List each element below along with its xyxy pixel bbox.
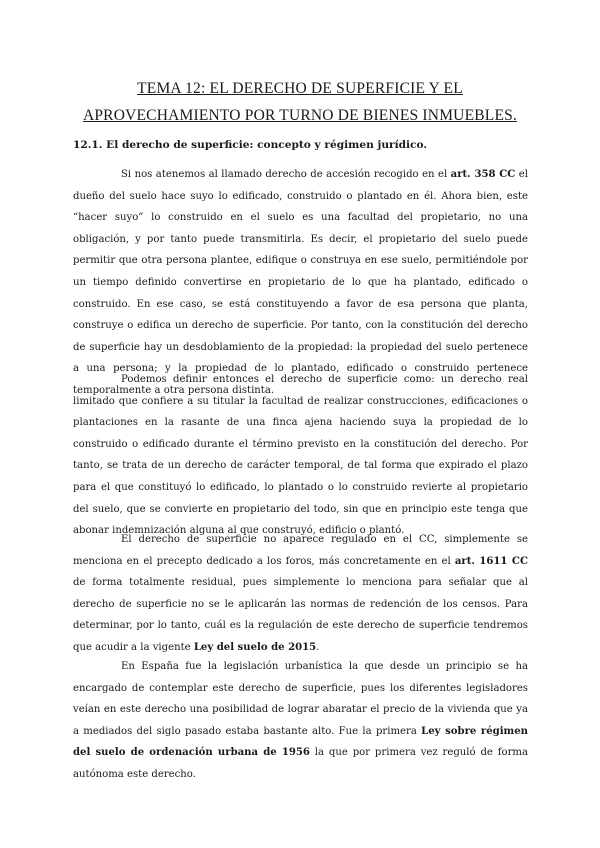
paragraph-3-bold-law: Ley del suelo de 2015 <box>193 641 317 653</box>
document-title-line-1: TEMA 12: EL DERECHO DE SUPERFICIE Y EL <box>137 80 463 97</box>
paragraph-3-text-b: de forma totalmente residual, pues simplemente lo menciona para señalar que al derecho de superficie no se le aplicarán las normas de redención de los censos. Para determinar, por lo tanto, cuál es la regulación de este derecho de superficie tendremos que acudir a la vigente <box>73 577 528 653</box>
paragraph-3-bold-ref: art. 1611 CC <box>454 555 528 567</box>
paragraph-3 <box>73 529 528 659</box>
paragraph-1-bold-ref: art. 358 CC <box>450 169 516 180</box>
paragraph-2-text: Podemos definir entonces el derecho de superficie como: un derecho real limitado que confiere a su titular la facultad de realizar construcciones, edificaciones o plantaciones en la rasante de una finca ajena haciendo suya la propiedad de lo construido o edificado durante el término previsto en la constitución del derecho. Por tanto, se trata de un derecho de carácter temporal, de tal forma que expirado el plazo para el que constituyó lo edificado, lo plantado o lo construido revierte al propietario del suelo, que se convierte en propietario del todo, sin que en principio este tenga que abonar indemnización alguna al que construyó, edificio o plantó. <box>73 374 528 537</box>
paragraph-1-text-a: Si nos atenemos al llamado derecho de accesión recogido en el <box>121 169 451 180</box>
paragraph-4-bold-law: Ley sobre régimen del suelo de ordenación urbana de 1956 <box>73 725 529 759</box>
paragraph-1-text-b: el dueño del suelo hace suyo lo edificado, construido o plantado en él. Ahora bien, este “hacer suyo” lo construido en el suelo es una facultad del propietario, no una obligación, y por tanto puede transmitirla. Es decir, el propietario del suelo puede permitir que otra persona plantee, edifique o construya en ese suelo, permitiéndole por un tiempo definido convertirse en propietario de lo que ha plantado, edificado o construido. En ese caso, se está constituyendo a favor de esa persona que planta, construye o edifica un derecho de superficie. Por tanto, con la constitución del derecho de superficie hay un desdoblamiento de la propiedad: la propiedad del suelo pertenece a una persona; y la propiedad de lo plantado, edificado o construido pertenece temporalmente a otra persona distinta. <box>73 169 528 396</box>
document-title-line-2: APROVECHAMIENTO POR TURNO DE BIENES INMUEBLES. <box>82 107 518 124</box>
section-heading: 12.1. El derecho de superficie: concepto y régimen jurídico. <box>73 139 428 151</box>
paragraph-3-text-a: El derecho de superficie no aparece regulado en el CC, simplemente se menciona en el precepto dedicado a los foros, más concretamente en el <box>73 534 528 567</box>
paragraph-4 <box>73 656 528 786</box>
paragraph-4-text-b: la que por primera vez reguló de forma autónoma este derecho. <box>73 747 528 780</box>
paragraph-2 <box>73 369 528 542</box>
paragraph-1 <box>73 164 528 402</box>
paragraph-4-text-a: En España fue la legislación urbanística la que desde un principio se ha encargado de contemplar este derecho de superficie, pues los diferentes legisladores veían en este derecho una posibilidad de lograr abaratar el precio de la vivienda que ya a mediados del siglo pasado estaba bastante alto. Fue la primera <box>73 661 528 737</box>
paragraph-3-text-c: . <box>316 641 320 653</box>
